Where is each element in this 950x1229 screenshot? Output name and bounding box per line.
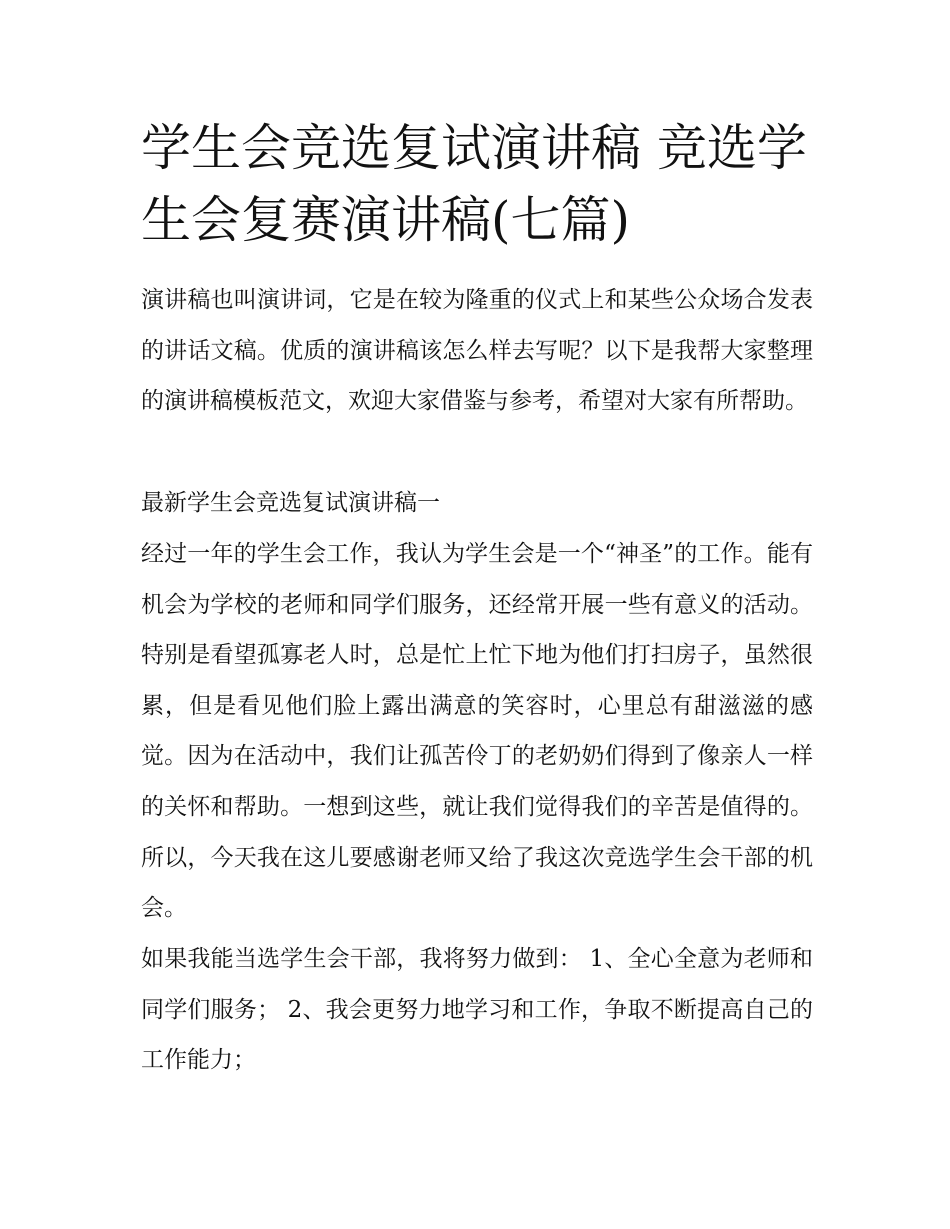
intro-paragraph: 演讲稿也叫演讲词，它是在较为隆重的仪式上和某些公众场合发表的讲话文稿。优质的演讲稿该怎么样去写呢？以下是我帮大家整理的演讲稿模板范文，欢迎大家借鉴与参考，希望对大家有所帮助。 bbox=[141, 287, 813, 415]
body-paragraph-1: 经过一年的学生会工作，我认为学生会是一个“神圣”的工作。能有机会为学校的老师和同学们服务，还经常开展一些有意义的活动。特别是看望孤寡老人时，总是忙上忙下地为他们打扫房子，虽然很累，但是看见他们脸上露出满意的笑容时，心里总有甜滋滋的感觉。因为在活动中，我们让孤苦伶丁的老奶奶们得到了像亲人一样的关怀和帮助。一想到这些，就让我们觉得我们的辛苦是值得的。所以，今天我在这儿要感谢老师又给了我这次竞选学生会干部的机会。 bbox=[141, 541, 813, 922]
section-heading: 最新学生会竞选复试演讲稿一 bbox=[141, 490, 440, 516]
body-paragraph-2: 如果我能当选学生会干部，我将努力做到： 1、全心全意为老师和同学们服务； 2、我会更努力地学习和工作，争取不断提高自己的工作能力； bbox=[141, 946, 813, 1074]
document-title: 学生会竞选复试演讲稿 竞选学生会复赛演讲稿(七篇) bbox=[141, 119, 807, 249]
